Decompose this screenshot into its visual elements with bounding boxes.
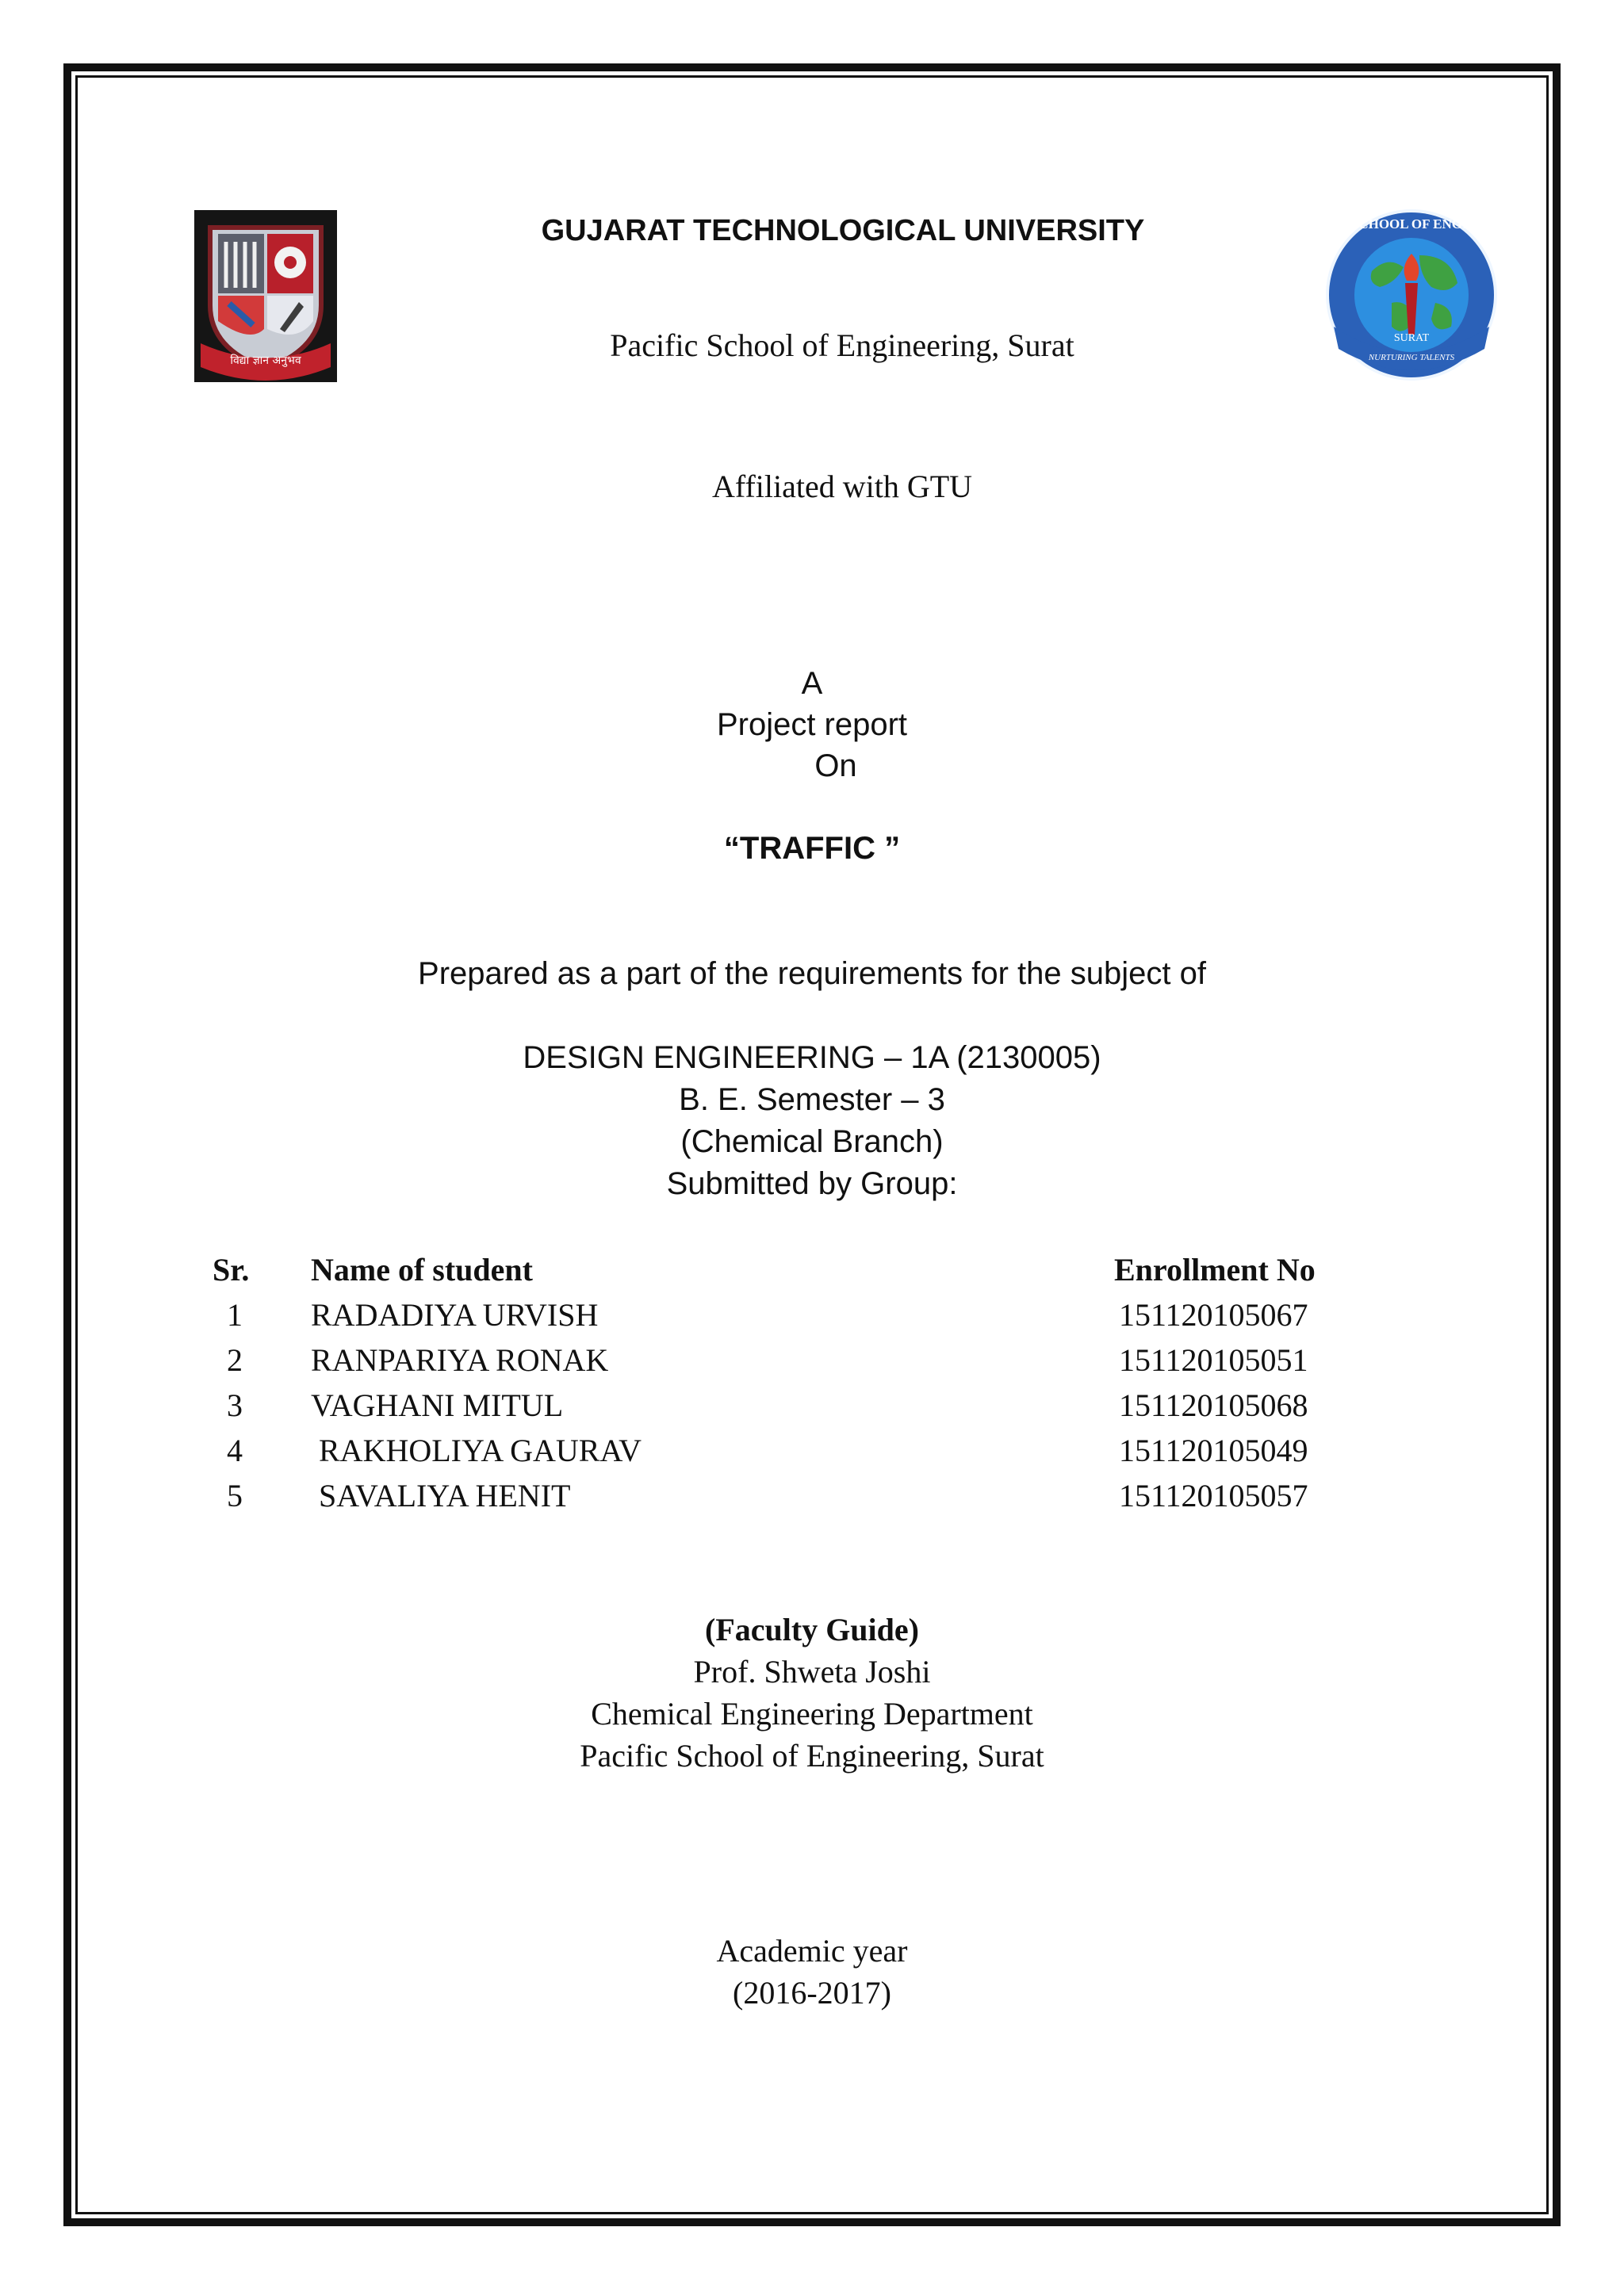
pse-ring-text: PACIFIC SCHOOL OF ENGINEERING (1293, 216, 1530, 232)
faculty-guide-title: (Faculty Guide) (705, 1612, 919, 1647)
branch-info: (Chemical Branch) (680, 1124, 944, 1159)
table-header-enrollment: Enrollment No (1114, 1252, 1316, 1288)
faculty-guide-name: Prof. Shweta Joshi (693, 1654, 931, 1689)
report-line-project-report: Project report (716, 707, 908, 742)
faculty-department: Chemical Engineering Department (591, 1696, 1033, 1732)
project-title: “TRAFFIC ” (723, 831, 901, 866)
pse-ribbon-text: NURTURING TALENTS (1368, 353, 1455, 362)
row-sr: 3 (227, 1387, 243, 1423)
gtu-motto: विद्या ज्ञान अनुभव (230, 354, 301, 367)
row-enrollment: 151120105057 (1119, 1478, 1308, 1513)
prepared-statement: Prepared as a part of the requirements for the subject of (418, 956, 1206, 991)
row-enrollment: 151120105068 (1119, 1387, 1308, 1423)
row-student-name: RADADIYA URVISH (311, 1297, 599, 1333)
row-student-name: SAVALIYA HENIT (319, 1478, 571, 1513)
college-name: Pacific School of Engineering, Surat (610, 327, 1074, 363)
table-header-sr: Sr. (213, 1252, 250, 1288)
row-sr: 1 (227, 1297, 243, 1333)
table-header-name: Name of student (311, 1252, 533, 1288)
pse-logo (1293, 208, 1530, 386)
row-enrollment: 151120105051 (1119, 1342, 1308, 1378)
submitted-by: Submitted by Group: (666, 1166, 958, 1201)
academic-year-label: Academic year (716, 1933, 908, 1969)
university-title: GUJARAT TECHNOLOGICAL UNIVERSITY (541, 214, 1145, 247)
row-student-name: RANPARIYA RONAK (311, 1342, 609, 1378)
row-sr: 4 (227, 1433, 243, 1468)
row-student-name: RAKHOLIYA GAURAV (319, 1433, 642, 1468)
report-line-on: On (814, 748, 857, 783)
gtu-emblem-icon (194, 210, 337, 382)
row-sr: 5 (227, 1478, 243, 1513)
row-enrollment: 151120105049 (1119, 1433, 1308, 1468)
faculty-college: Pacific School of Engineering, Surat (580, 1738, 1044, 1774)
pse-city-text: SURAT (1393, 332, 1430, 344)
row-student-name: VAGHANI MITUL (311, 1387, 564, 1423)
gtu-logo (194, 210, 337, 382)
subject-name: DESIGN ENGINEERING – 1A (2130005) (523, 1040, 1101, 1075)
report-line-a: A (801, 666, 823, 701)
semester-info: B. E. Semester – 3 (679, 1082, 945, 1117)
row-enrollment: 151120105067 (1119, 1297, 1308, 1333)
affiliation-text: Affiliated with GTU (711, 469, 973, 504)
academic-year-value: (2016-2017) (733, 1975, 891, 2011)
row-sr: 2 (227, 1342, 243, 1378)
pse-emblem-icon (1293, 208, 1530, 386)
